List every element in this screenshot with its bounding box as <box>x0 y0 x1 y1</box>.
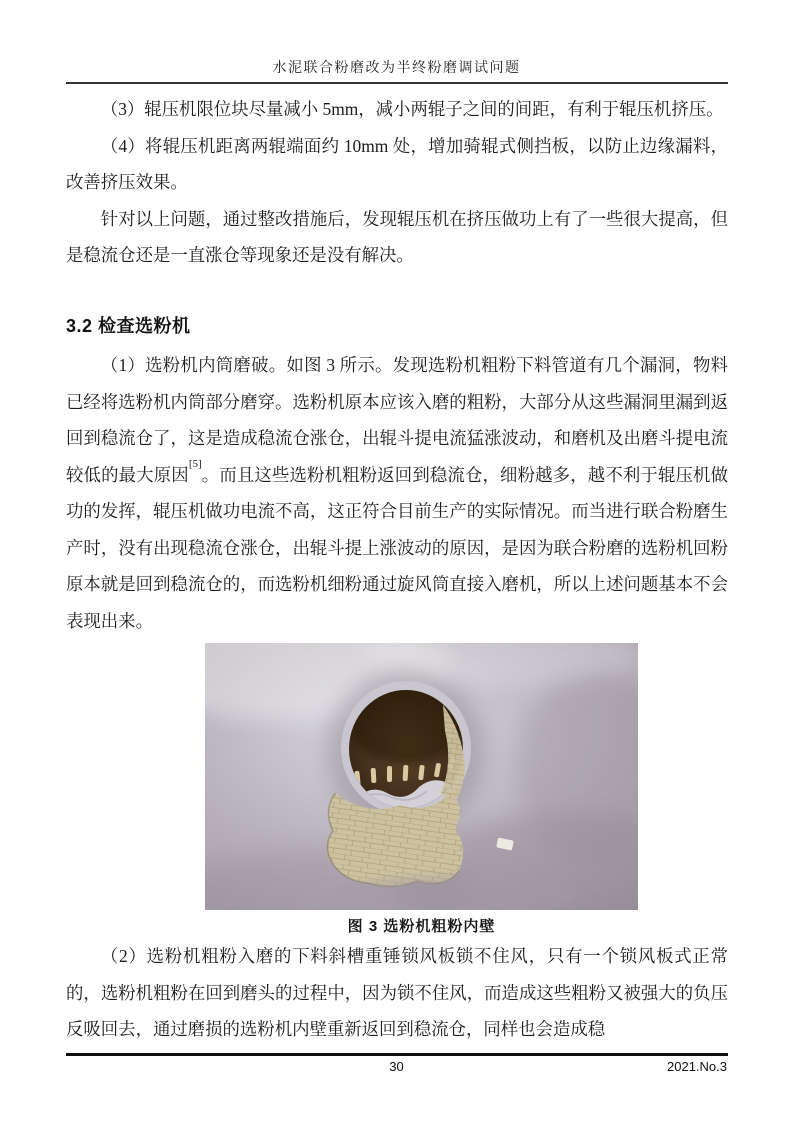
issue-label: 2021.No.3 <box>667 1059 727 1074</box>
body-section-roller-press <box>66 91 728 274</box>
paragraph-air-lock-flap: （2）选粉机粗粉入磨的下料斜槽重锤锁风板锁不住风，只有一个锁风板式正常的，选粉机粗粉在回到磨头的过程中，因为锁不住风，而造成这些粗粉又被强大的负压反吸回去，通过磨损的选粉机内壁重新返回到稳流仓，同样也会造成稳 <box>66 946 728 1039</box>
footer-divider <box>66 1053 728 1056</box>
paragraph-side-baffle: （4）将辊压机距离两辊端面约 10mm 处，增加骑辊式侧挡板，以防止边缘漏料，改善挤压效果。 <box>66 135 728 192</box>
running-head-title: 水泥联合粉磨改为半终粉磨调试问题 <box>272 61 521 76</box>
paragraph-text-before-citation: （1）选粉机内筒磨破。如图 3 所示。发现选粉机粗粉下料管道有几个漏洞，物料已经将选粉机内筒部分磨穿。选粉机原本应该入磨的粗粉，大部分从这些漏洞里漏到返回到稳流仓了，这是造成稳流仓涨仓，出辊斗提电流猛涨波动，和磨机及出磨斗提电流较低的最大原因 <box>66 355 728 485</box>
header-divider <box>66 82 728 84</box>
paragraph-text-after-citation: 。而且这些选粉机粗粉返回到稳流仓，细粉越多，越不利于辊压机做功的发挥，辊压机做功电流不高，这正符合目前生产的实际情况。而当进行联合粉磨生产时，没有出现稳流仓涨仓，出辊斗提上涨波动的原因，是因为联合粉磨的选粉机回粉原本就是回到稳流仓的，而选粉机细粉通过旋风筒直接入磨机，所以上述问题基本不会表现出来。 <box>66 464 728 631</box>
paragraph-rectification-summary: 针对以上问题，通过整改措施后，发现辊压机在挤压做功上有了一些很大提高，但是稳流仓还是一直涨仓等现象还是没有解决。 <box>66 208 728 265</box>
paragraph-roller-gap: （3）辊压机限位块尽量减小 5mm，减小两辊子之间的间距，有利于辊压机挤压。 <box>100 99 724 119</box>
figure-3 <box>205 643 638 936</box>
citation-ref-5: [5] <box>188 457 202 470</box>
body-section-separator-issue <box>66 347 728 639</box>
page-number: 30 <box>389 1059 404 1074</box>
paragraph-inner-tube-worn <box>66 347 728 639</box>
figure-caption: 图 3 选粉机粗粉内壁 <box>347 918 496 935</box>
section-heading-check-separator: 3.2 检查选粉机 <box>66 316 191 336</box>
coarse-powder-inner-wall-photo <box>205 643 638 910</box>
body-section-air-lock <box>66 938 728 1048</box>
